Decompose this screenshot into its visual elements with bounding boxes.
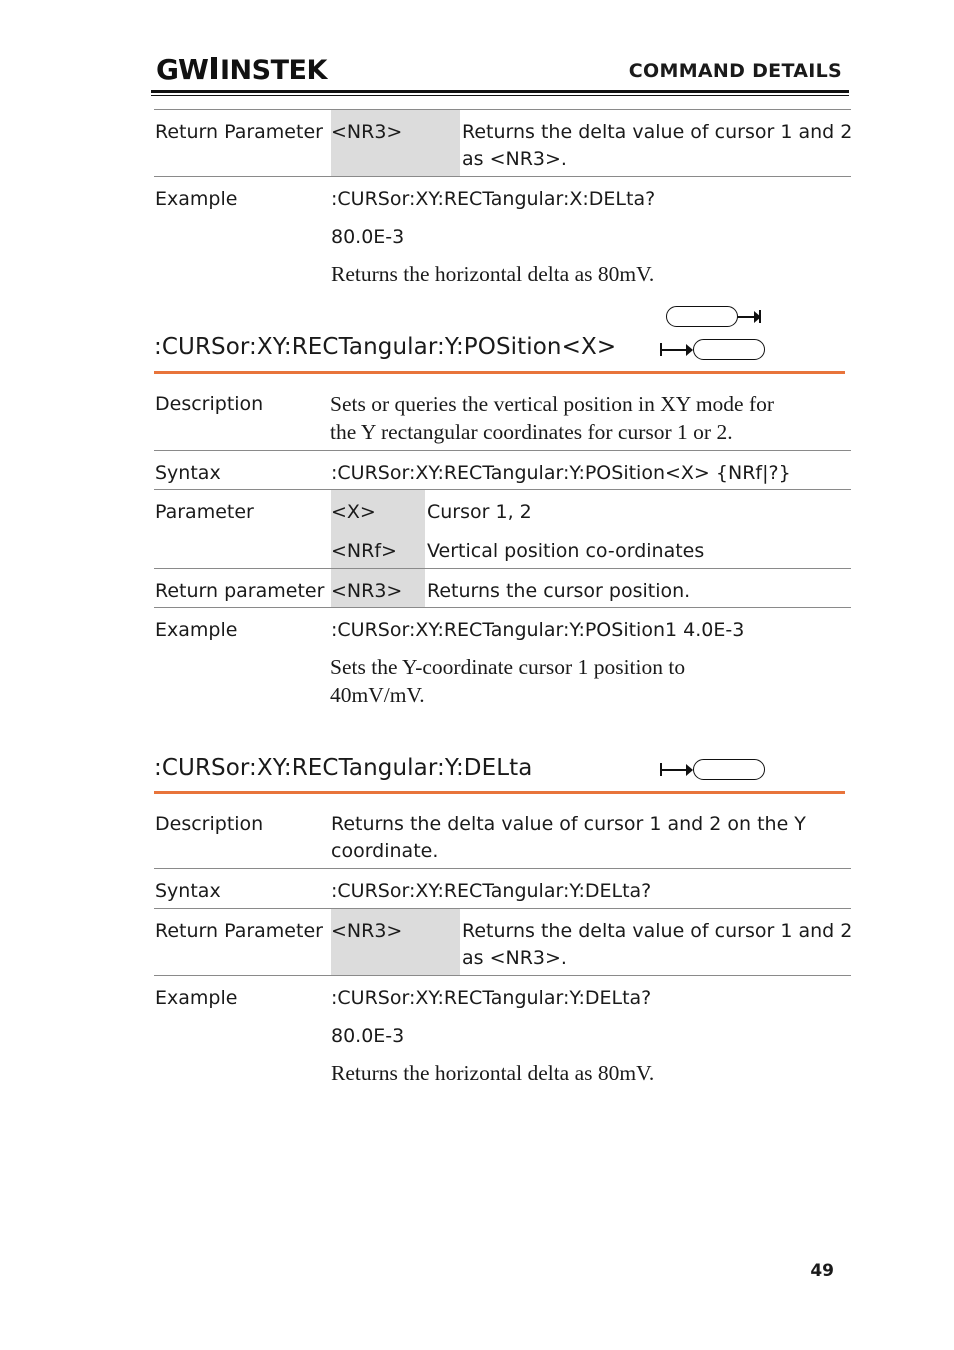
param-name: <NRf> bbox=[331, 540, 397, 562]
example-note: Sets the Y-coordinate cursor 1 position to bbox=[330, 655, 686, 679]
divider bbox=[154, 868, 851, 869]
section-title: COMMAND DETAILS bbox=[628, 60, 842, 82]
example-response: 80.0E-3 bbox=[331, 226, 405, 248]
query-command-icon bbox=[658, 758, 768, 782]
syntax-text: :CURSor:XY:RECTangular:Y:DELta? bbox=[331, 880, 652, 902]
syntax-label: Syntax bbox=[155, 880, 221, 902]
return-type: <NR3> bbox=[331, 920, 403, 942]
command-title: :CURSor:XY:RECTangular:Y:DELta bbox=[154, 755, 533, 781]
command-title: :CURSor:XY:RECTangular:Y:POSition<X> bbox=[154, 334, 617, 360]
divider bbox=[154, 568, 851, 569]
return-description: Returns the delta value of cursor 1 and 2 bbox=[462, 121, 853, 143]
description-text: Sets or queries the vertical position in XY mode for bbox=[330, 392, 775, 416]
return-parameter-label: Return parameter bbox=[155, 580, 325, 602]
set-command-icon bbox=[664, 305, 764, 329]
return-description-cont: as <NR3>. bbox=[462, 947, 567, 969]
header-rule-thin bbox=[151, 95, 849, 96]
description-label: Description bbox=[155, 393, 264, 415]
param-description: Cursor 1, 2 bbox=[427, 501, 532, 523]
return-parameter-label: Return Parameter bbox=[155, 121, 323, 143]
example-note-cont: 40mV/mV. bbox=[330, 683, 425, 707]
syntax-label: Syntax bbox=[155, 462, 221, 484]
description-text-cont: coordinate. bbox=[331, 840, 439, 862]
example-response: 80.0E-3 bbox=[331, 1025, 405, 1047]
divider bbox=[154, 450, 851, 451]
svg-text:INSTEK: INSTEK bbox=[220, 55, 327, 82]
param-description: Vertical position co-ordinates bbox=[427, 540, 705, 562]
divider bbox=[154, 908, 851, 909]
description-label: Description bbox=[155, 813, 264, 835]
description-text-cont: the Y rectangular coordinates for cursor 1 or 2. bbox=[330, 420, 733, 444]
param-name: <X> bbox=[331, 501, 376, 523]
divider bbox=[154, 607, 851, 608]
parameter-label: Parameter bbox=[155, 501, 254, 523]
gw-instek-logo bbox=[156, 54, 328, 82]
return-type: <NR3> bbox=[331, 580, 403, 602]
example-command: :CURSor:XY:RECTangular:X:DELta? bbox=[331, 188, 656, 210]
divider bbox=[154, 975, 851, 976]
syntax-text: :CURSor:XY:RECTangular:Y:POSition<X> {NRf|?} bbox=[331, 462, 791, 484]
example-label: Example bbox=[155, 619, 238, 641]
return-description-cont: as <NR3>. bbox=[462, 148, 567, 170]
brand-logo bbox=[156, 54, 328, 82]
return-description: Returns the delta value of cursor 1 and 2 bbox=[462, 920, 853, 942]
divider bbox=[154, 176, 851, 177]
divider bbox=[154, 109, 851, 110]
description-text: Returns the delta value of cursor 1 and 2 on the Y bbox=[331, 813, 806, 835]
example-label: Example bbox=[155, 987, 238, 1009]
svg-text:GW: GW bbox=[156, 54, 208, 82]
page-number: 49 bbox=[810, 1261, 834, 1281]
return-parameter-label: Return Parameter bbox=[155, 920, 323, 942]
return-description: Returns the cursor position. bbox=[427, 580, 691, 602]
heading-rule bbox=[154, 791, 845, 794]
header-rule-thick bbox=[151, 90, 849, 93]
example-command: :CURSor:XY:RECTangular:Y:DELta? bbox=[331, 987, 652, 1009]
example-label: Example bbox=[155, 188, 238, 210]
heading-rule bbox=[154, 371, 845, 374]
example-note: Returns the horizontal delta as 80mV. bbox=[331, 262, 655, 286]
example-command: :CURSor:XY:RECTangular:Y:POSition1 4.0E-3 bbox=[331, 619, 745, 641]
return-type: <NR3> bbox=[331, 121, 403, 143]
divider bbox=[154, 489, 851, 490]
example-note: Returns the horizontal delta as 80mV. bbox=[331, 1061, 655, 1085]
query-command-icon bbox=[658, 338, 768, 362]
